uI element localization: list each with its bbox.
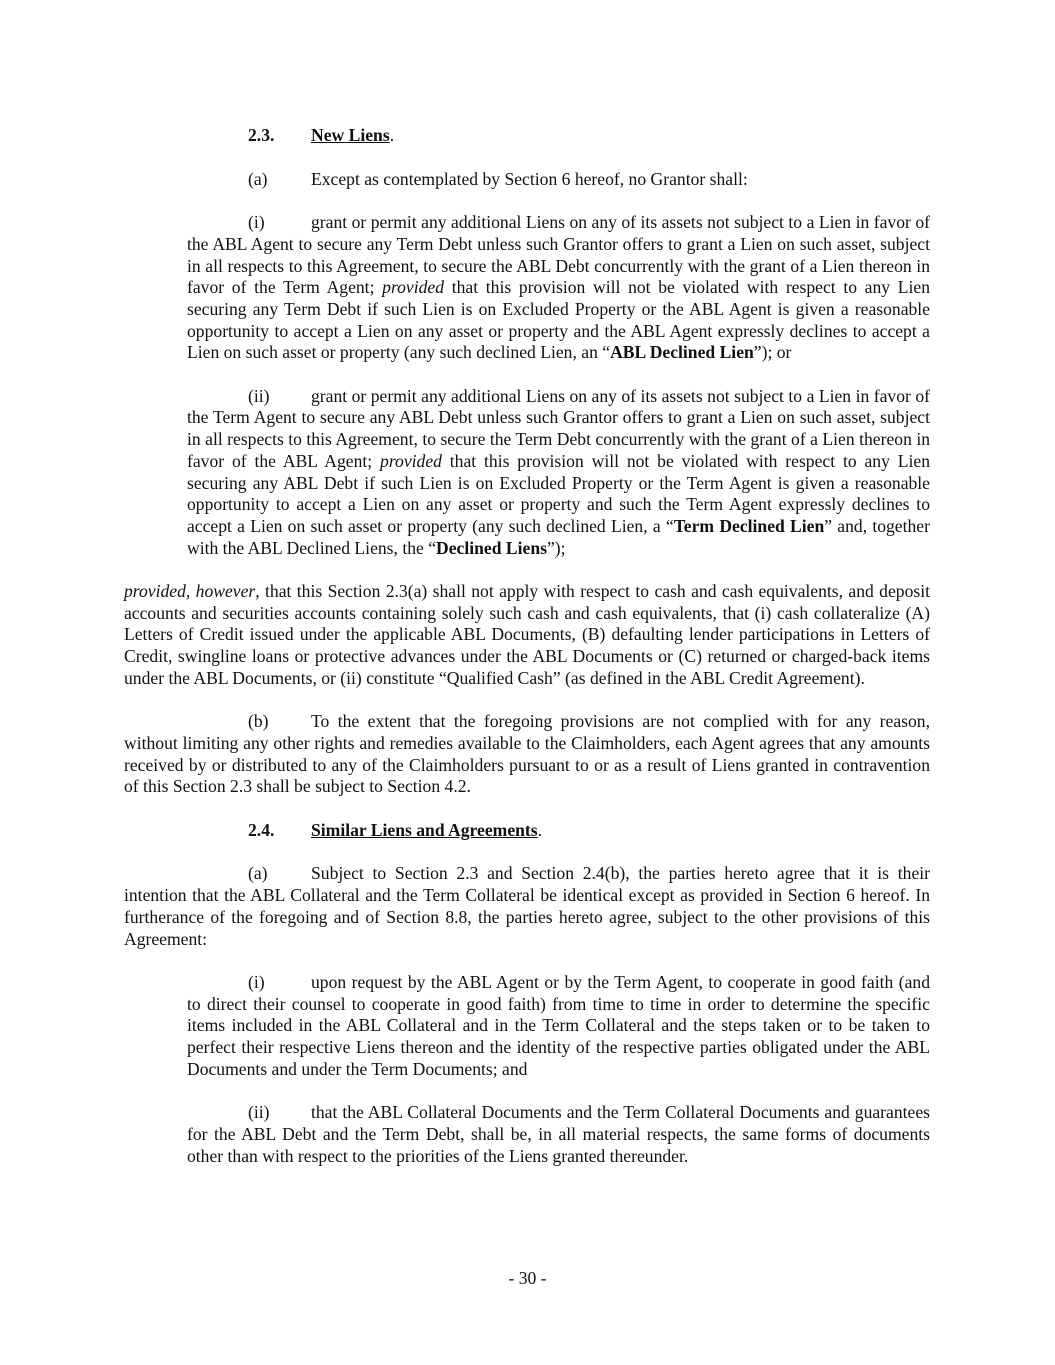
- section-number: 2.3.: [248, 125, 275, 145]
- paragraph: [124, 711, 930, 798]
- paragraph: [187, 212, 930, 364]
- paragraph-text: grant or permit any additional Liens on any of its assets not subject to a Lien in favor of the Term Agent to secure any ABL Debt unless such Grantor offers to grant a Lien on such asset, subject in all respects to this Agreement, to secure the Term Debt concurrently with the grant of a Lien thereon in favor of the ABL Agent;: [187, 385, 930, 471]
- page-number: - 30 -: [508, 1268, 547, 1288]
- paragraph-text: that this provision will not be violated with respect to any Lien securing any Term Debt if such Lien is on Excluded Property or the ABL Agent is given a reasonable opportunity to accept a Lien on any asset or property and the ABL Agent expressly declines to accept a Lien on such asset or property (any such declined Lien, an “: [187, 277, 930, 363]
- paragraph: [124, 581, 930, 690]
- paragraph-label: (i): [248, 212, 265, 233]
- defined-term: ABL Declined Lien: [610, 342, 754, 363]
- paragraph: [187, 1102, 930, 1167]
- section-number: 2.4.: [248, 819, 275, 840]
- paragraph-label: (ii): [248, 1102, 270, 1123]
- paragraph-text: ”); or: [753, 342, 792, 363]
- section-heading: [248, 820, 930, 842]
- section-title: New Liens: [311, 125, 390, 145]
- paragraph: [124, 863, 930, 950]
- emphasis-text: provided: [380, 450, 442, 471]
- paragraph-text: , that this Section 2.3(a) shall not apply with respect to cash and cash equivalents, and deposit accounts and securities accounts containing solely such cash and cash equivalents, that (i) cash collateralize (A) Letters of Credit issued under the applicable ABL Documents, (B) defaulting lender participations in Letters of Credit, swingline loans or protective advances under the ABL Documents or (C) returned or charged-back items under the ABL Documents, or (ii) constitute “Qualified Cash” (as defined in the ABL Credit Agreement).: [124, 581, 930, 688]
- defined-term: Term Declined Lien: [673, 515, 825, 536]
- section-heading: [248, 125, 930, 147]
- paragraph-label: (i): [248, 971, 265, 992]
- paragraph-text: ” and, together with the ABL Declined Liens, the “: [187, 515, 930, 558]
- paragraph-text: Subject to Section 2.3 and Section 2.4(b), the parties hereto agree that it is their intention that the ABL Collateral and the Term Collateral be identical except as provided in Section 6 hereof. In furtherance of the foregoing and of Section 8.8, the parties hereto agree, subject to the other provisions of this Agreement:: [124, 863, 930, 949]
- emphasis-text: provided: [382, 277, 445, 298]
- paragraph-text: ”);: [546, 537, 566, 558]
- paragraph: [124, 169, 930, 191]
- paragraph-label: (a): [248, 168, 268, 189]
- paragraph-text: To the extent that the foregoing provisions are not complied with for any reason, without limiting any other rights and remedies available to the Claimholders, each Agent agrees that any amounts received by or distributed to any of the Claimholders pursuant to or as a result of Liens granted in contravention of this Section 2.3 shall be subject to Section 4.2.: [124, 711, 930, 797]
- section-title-period: .: [537, 819, 543, 840]
- paragraph-text: that the ABL Collateral Documents and the Term Collateral Documents and guarantees for the ABL Debt and the Term Debt, shall be, in all material respects, the same forms of documents other than with respect to the priorities of the Liens granted thereunder.: [187, 1102, 930, 1166]
- paragraph: [187, 972, 930, 1081]
- paragraph: [187, 386, 930, 560]
- document-body: [124, 125, 930, 1189]
- paragraph-text: that this provision will not be violated with respect to any Lien securing any ABL Debt if such Lien is on Excluded Property or the Term Agent is given a reasonable opportunity to accept a Lien on any asset or property and such the Term Agent expressly declines to accept a Lien on such asset or property (any such declined Lien, a “: [187, 450, 930, 536]
- defined-term: Declined Liens: [436, 537, 547, 558]
- paragraph-label: (a): [248, 863, 268, 884]
- paragraph-text: upon request by the ABL Agent or by the Term Agent, to cooperate in good faith (and to direct their counsel to cooperate in good faith) from time to time in order to determine the specific items included in the ABL Collateral and in the Term Collateral and the steps taken or to be taken to perfect their respective Liens thereon and the identity of the respective parties obligated under the ABL Documents and under the Term Documents; and: [187, 971, 930, 1079]
- paragraph-label: (b): [248, 711, 269, 732]
- paragraph-label: (ii): [248, 385, 270, 406]
- paragraph-text: grant or permit any additional Liens on any of its assets not subject to a Lien in favor of the ABL Agent to secure any Term Debt unless such Grantor offers to grant a Lien on such asset, subject in all respects to this Agreement, to secure the ABL Debt concurrently with the grant of a Lien thereon in favor of the Term Agent;: [187, 212, 930, 298]
- emphasis-text: provided, however: [124, 581, 256, 602]
- paragraph-text: Except as contemplated by Section 6 hereof, no Grantor shall:: [311, 168, 748, 189]
- section-title-period: .: [389, 125, 395, 145]
- section-title: Similar Liens and Agreements: [311, 819, 538, 840]
